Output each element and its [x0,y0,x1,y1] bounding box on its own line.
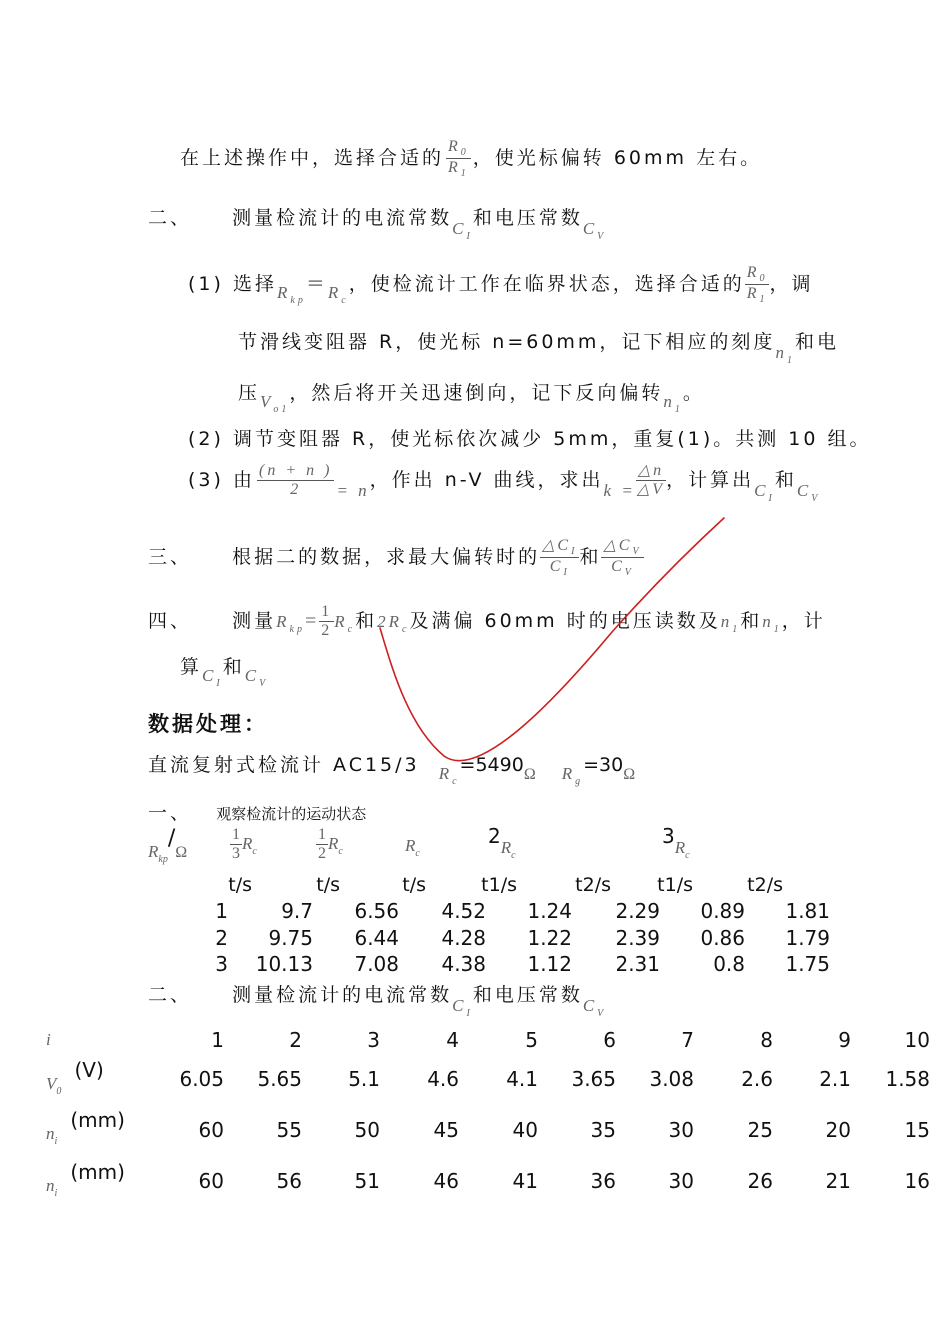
table1-cell: 1.22 [527,926,572,950]
table1-header-cell: t/s [228,874,252,896]
table2-v0-cell: 2.6 [741,1067,773,1091]
cv-symbol: $C_V$ [244,666,269,689]
step1-line1: (1) 选择$R_{kp}=R_c$，使检流计工作在临界状态，选择合适的 $\frac{R_0}{R_1}$ ，调 [188,264,814,306]
table1-cell: 10.13 [255,952,313,976]
table2-ni-cell: 30 [668,1118,694,1142]
table1-cell: 0.86 [700,926,745,950]
table1-header-cell: t/s [316,874,340,896]
table1-cell: 6.56 [354,899,399,923]
galvanometer-info: 直流复射式检流计 AC15/3 $R_c=5490_\Omega$ $R_g=30_\Omega$ [148,754,639,787]
col-two-rc: $2R_c$ [488,824,516,861]
table2-ni-cell: 60 [198,1118,224,1142]
sec2-heading: 二、 测量检流计的电流常数$C_I$和电压常数$C_V$ [148,207,607,242]
step1-label: (1) [188,273,224,295]
ci-symbol: $C_I$ [754,481,775,504]
table2-ni-cell: 55 [276,1118,302,1142]
table1-rkp-header: $R_{kp}/\Omega$ [148,826,188,865]
table2-label-i: i [46,1030,51,1049]
table1-header-cell: t1/s [481,874,517,896]
table1-cell: 2.31 [615,952,660,976]
n1-symbol: $n_1$ [775,343,795,366]
sec3: 三、 根据二的数据，求最大偏转时的 $\frac{\triangle C_I}{C_I}$ 和 $\frac{\triangle C_V}{C_V}$ [148,537,642,578]
table2-v0-cell: 4.6 [427,1067,459,1091]
col-half-rc: $\frac{1}{2}$ $R_c$ [318,826,343,862]
cv-symbol: $C_V$ [582,219,607,242]
table1-cell: 4.38 [441,952,486,976]
table1-header-cell: t/s [402,874,426,896]
table1-cell: 9.75 [268,926,313,950]
rkp-symbol: $R_{kp}$ [276,283,306,306]
table1-cell: 2.29 [615,899,660,923]
table2-v0-cell: 5.65 [257,1067,302,1091]
para1-text-before: 在上述操作中，选择合适的 [180,147,445,169]
sec2-number: 二、 [148,207,193,229]
step2-label: (2) [188,428,224,450]
table2-v0-cell: 6.05 [179,1067,224,1091]
ohm-symbol: Ω [175,844,188,861]
table1-cell: 6.44 [354,926,399,950]
cv-symbol: $C_V$ [582,996,607,1019]
table1-cell: 1.24 [527,899,572,923]
table2-i-cell: 2 [289,1028,302,1052]
table1-cell: 7.08 [354,952,399,976]
table1-cell: 4.52 [441,899,486,923]
n1-prime-symbol: $n_1$ [663,392,683,415]
table1-title: 一、 观察检流计的运动状态 [148,802,367,824]
table1-cell: 4.28 [441,926,486,950]
table2-label-v0: $V_0$ (V) [46,1058,104,1097]
average-n-fraction: $\frac{(n + n )}{2}$ [258,462,333,498]
col-three-rc: $3R_c$ [662,824,690,861]
table1-cell: 2.39 [615,926,660,950]
table2-nip-cell: 36 [590,1169,616,1193]
table2-ni-cell: 50 [354,1118,380,1142]
table1-header-cell: t2/s [575,874,611,896]
para1-text-after: ，使光标偏转 60mm 左右。 [472,147,763,169]
table1-row-index: 3 [215,952,228,976]
table2-v0-cell: 3.65 [571,1067,616,1091]
table2-v0-cell: 2.1 [819,1067,851,1091]
table2-nip-cell: 26 [747,1169,773,1193]
table1-cell: 0.89 [700,899,745,923]
step3: (3) 由 $\frac{(n + n )}{2}$ = n，作出 n-V 曲线，求出k = $\frac{\triangle n}{\triangle V}$ ，计算出$C_I$和$C_V$ [188,462,821,504]
table2-v0-cell: 3.08 [649,1067,694,1091]
sec4-line1: 四、 测量$R_{kp}=$ $\frac{1}{2}$ $R_c$和$2R_c$及满偏 60mm 时的电压读数及$n_1$和$n_1$，计 [148,603,826,639]
table2-i-cell: 5 [525,1028,538,1052]
dn-over-dv-fraction: $\frac{\triangle n}{\triangle V}$ [636,462,666,498]
k-symbol: k = [603,481,636,500]
dcv-over-cv-fraction: $\frac{\triangle C_V}{C_V}$ [603,537,642,578]
table1-header-cell: t2/s [747,874,783,896]
step1-line2: 节滑线变阻器 R，使光标 n=60mm，记下相应的刻度$n_1$和电 [238,331,839,366]
rc-symbol: $R_c$ [327,283,349,306]
table2-ni-cell: 20 [825,1118,851,1142]
table2-v0-cell: 1.58 [885,1067,930,1091]
ci-symbol: $C_I$ [452,219,473,242]
data-processing-heading: 数据处理： [148,712,268,736]
n-bar-symbol: = n [336,481,370,500]
table2-ni-cell: 25 [747,1118,773,1142]
rkp-symbol: $R_{kp}$ [148,842,168,865]
table2-nip-cell: 30 [668,1169,694,1193]
r0-over-r1-fraction: $\frac{R_0}{R_1}$ [746,264,768,305]
rg-symbol: $R_g$ [561,764,584,787]
table2-nip-cell: 21 [825,1169,851,1193]
table1-row-index: 2 [215,926,228,950]
table2-ni-cell: 15 [904,1118,930,1142]
v01-symbol: $V_{o1}$ [260,392,290,415]
table2-nip-cell: 60 [198,1169,224,1193]
table2-i-cell: 1 [211,1028,224,1052]
table2-ni-cell: 40 [512,1118,538,1142]
table1-cell: 1.75 [785,952,830,976]
table2-v0-cell: 4.1 [506,1067,538,1091]
table2-i-cell: 4 [446,1028,459,1052]
rkp-symbol: $R_{kp}$ [276,612,305,635]
sec4-number: 四、 [148,610,193,632]
table2-label-nip: $n_i$ (mm) [46,1160,125,1199]
table2-nip-cell: 46 [433,1169,459,1193]
table2-nip-cell: 41 [512,1169,538,1193]
sec4-line2: 算$C_I$和$C_V$ [180,656,269,689]
n1-prime-symbol: $n_1$ [762,612,782,635]
table2-ni-cell: 45 [433,1118,459,1142]
table2-i-cell: 8 [760,1028,773,1052]
cv-symbol: $C_V$ [796,481,821,504]
col-third-rc: $\frac{1}{3}$ $R_c$ [232,826,257,862]
table2-nip-cell: 16 [904,1169,930,1193]
table2-v0-cell: 5.1 [348,1067,380,1091]
table2-i-cell: 3 [367,1028,380,1052]
half-fraction: $\frac{1}{2}$ [321,603,333,639]
table1-cell: 1.79 [785,926,830,950]
step1-line3: 压$V_{o1}$，然后将开关迅速倒向，记下反向偏转$n_1$。 [238,382,705,415]
ci-symbol: $C_I$ [202,666,223,689]
table2-ni-cell: 35 [590,1118,616,1142]
two-rc-symbol: $2R_c$ [377,612,410,635]
table2-i-cell: 6 [603,1028,616,1052]
table2-nip-cell: 51 [354,1169,380,1193]
table1-cell: 1.81 [785,899,830,923]
table1-header-cell: t1/s [657,874,693,896]
col-rc: $R_c$ [405,836,420,859]
table1-cell: 1.12 [527,952,572,976]
ohm-symbol: Ω [623,766,639,783]
table1-cell: 0.8 [713,952,745,976]
dci-over-ci-fraction: $\frac{\triangle C_I}{C_I}$ [542,537,578,578]
n1-symbol: $n_1$ [720,612,741,635]
table1-row-index: 1 [215,899,228,923]
table2-i-cell: 10 [904,1028,930,1052]
ohm-symbol: Ω [523,766,539,783]
table1-cell: 9.7 [281,899,313,923]
table2-nip-cell: 56 [276,1169,302,1193]
sec2b-heading: 二、 测量检流计的电流常数$C_I$和电压常数$C_V$ [148,984,607,1019]
step2: (2) 调节变阻器 R，使光标依次减少 5mm，重复(1)。共测 10 组。 [188,428,872,450]
step3-label: (3) [188,469,224,491]
ci-symbol: $C_I$ [452,996,473,1019]
r0-over-r1-fraction: $\frac{R_0}{R_1}$ [448,138,469,179]
rc-symbol: $R_c$ [438,764,460,787]
table2-i-cell: 7 [681,1028,694,1052]
table2-i-cell: 9 [838,1028,851,1052]
sec3-number: 三、 [148,546,193,568]
table2-label-ni: $n_i$ (mm) [46,1108,125,1147]
rc-symbol: $R_c$ [334,612,356,635]
para1 [180,138,762,179]
